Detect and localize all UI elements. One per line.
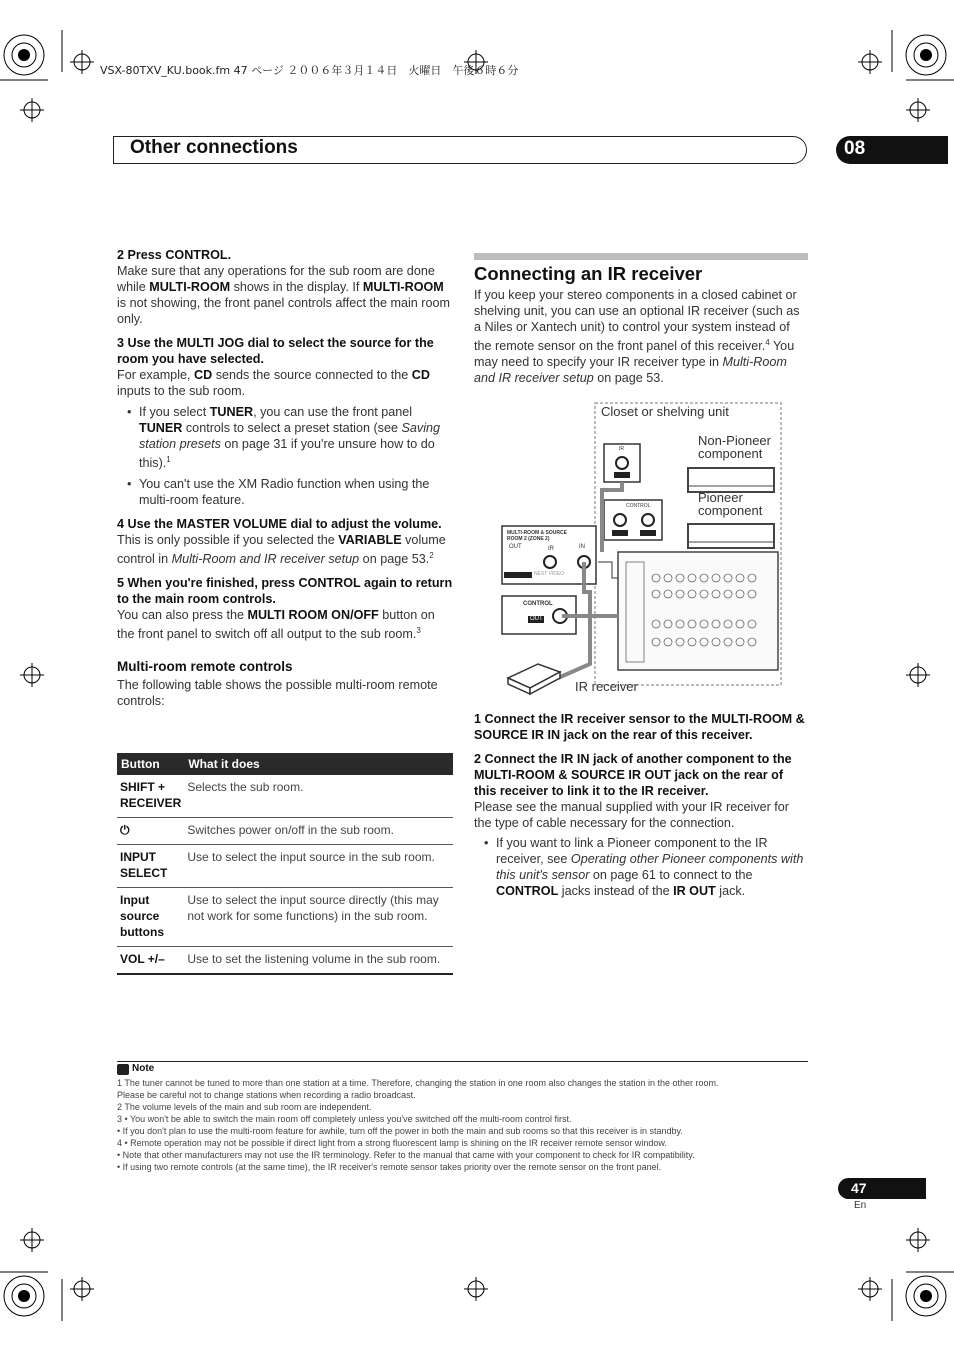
text: on page 53.	[593, 371, 664, 386]
text-bold: MULTI-ROOM	[362, 280, 444, 294]
text: MULTI-ROOM & SOURCE	[507, 530, 567, 536]
table-header: What it does	[184, 753, 453, 775]
control-out-label: OUT	[530, 616, 543, 622]
note-line: 4 • Remote operation may not be possible if direct light from a strong fluorescent lamp is shining on the IR receiver remote sensor window.	[117, 1138, 667, 1148]
step-3-heading: 3 Use the MULTI JOG dial to select the source for the room you have selected.	[117, 336, 434, 366]
step-3-body	[117, 367, 453, 399]
section-title: Other connections	[130, 137, 298, 158]
text: sends the source connected to the	[212, 368, 412, 382]
table-row	[117, 845, 453, 888]
right-step-2-heading: 2 Connect the IR IN jack of another component to the MULTI-ROOM & SOURCE IR OUT jack on the rear of this receiver to link it to the IR receiver.	[474, 752, 792, 798]
table-key	[117, 888, 184, 947]
out-jack-label: OUT	[509, 544, 522, 550]
step-2-heading: 2 Press CONTROL.	[117, 248, 232, 262]
text: controls to select a preset station (see	[182, 421, 402, 435]
text: Pioneer	[698, 490, 743, 505]
table-header-row	[117, 753, 453, 775]
step-5-heading: 5 When you're finished, press CONTROL again to return to the main room controls.	[117, 576, 453, 607]
text: on page 31 if you're unsure how to do this).	[139, 437, 435, 471]
text: If you want to link a Pioneer component to the IR receiver, see	[496, 836, 768, 866]
table-value: Use to select the input source directly (this may not work for some functions) in the sub room.	[184, 888, 453, 947]
text-bold: VARIABLE	[338, 533, 402, 548]
text: button on the front panel to switch off all output to the sub room.	[117, 608, 435, 642]
power-icon: ⏻	[117, 818, 184, 845]
note-line: 3 • You won't be able to switch the main room off completely unless you've switched off the multi-room control first.	[117, 1114, 572, 1124]
text-bold: TUNER	[209, 405, 254, 419]
note-line: Please be careful not to change stations when recording a radio broadcast.	[117, 1090, 416, 1100]
remote-controls-table	[117, 753, 453, 975]
note-line: • If you don't plan to use the multi-room feature for awhile, turn off the power in both the main and sub rooms so that this receiver is in standby.	[117, 1126, 683, 1136]
key-label: source	[120, 909, 160, 923]
table-row	[117, 775, 453, 818]
next-video-label: NEXT VIDEO	[534, 571, 565, 577]
text-italic: Operating other Pioneer components with this unit's sensor	[496, 852, 804, 882]
table-key: VOL +/–	[117, 947, 184, 975]
footnote-ref: 2	[429, 551, 434, 561]
table-key	[117, 845, 184, 888]
text-bold: CONTROL	[496, 884, 559, 898]
table-value: Use to set the listening volume in the sub room.	[184, 947, 453, 975]
heading-rule	[474, 253, 808, 260]
table-key: SHIFT + RECEIVER	[117, 775, 184, 818]
text: is not showing, the front panel controls affect the main room only.	[117, 296, 450, 326]
in-jack-label: IN	[579, 544, 585, 550]
text-bold: IR OUT	[673, 884, 716, 898]
key-label: INPUT	[120, 850, 156, 864]
key-label: SHIFT	[120, 780, 155, 794]
step-4-body	[117, 532, 453, 567]
text-italic: Multi-Room and IR receiver setup	[474, 355, 787, 386]
text-bold: TUNER	[139, 421, 183, 435]
key-label: RECEIVER	[120, 796, 182, 810]
notes-label: Note	[132, 1063, 155, 1074]
text: This is only possible if you selected the	[117, 533, 339, 548]
control-jack-label: CONTROL	[626, 503, 651, 509]
multiroom-label	[507, 530, 567, 542]
print-header: VSX-80TXV_KU.book.fm 47 ページ ２００６年３月１４日 火曜日 午後６時６分	[100, 64, 519, 77]
non-pioneer-label	[698, 434, 771, 460]
text: jack.	[715, 884, 746, 898]
subsection-intro: The following table shows the possible multi-room remote controls:	[117, 677, 438, 708]
footnote-ref: 4	[765, 338, 770, 347]
key-label: SELECT	[120, 866, 168, 880]
key-label: Input	[120, 893, 150, 907]
text: component	[698, 446, 763, 461]
text: volume control in	[117, 533, 446, 567]
left-column	[117, 247, 453, 709]
text: , you can use the front panel	[253, 405, 413, 419]
right-step-2-body: Please see the manual supplied with your IR receiver for the type of cable necessary for the connection.	[474, 800, 790, 830]
chapter-number: 08	[844, 138, 866, 159]
ir-in-jack-label: IR	[548, 546, 554, 552]
table-row	[117, 947, 453, 975]
note-line: • Note that other manufacturers may not use the IR terminology. Refer to the manual that came with your component to check for IR compatibility.	[117, 1150, 695, 1160]
ir-receiver-label: IR receiver	[575, 679, 638, 694]
table-row	[117, 888, 453, 947]
note-line: 2 The volume levels of the main and sub room are independent.	[117, 1102, 372, 1112]
table-row	[117, 818, 453, 845]
footnote-ref: 1	[166, 455, 171, 464]
right-steps	[474, 711, 808, 899]
text: Make sure that any operations for the sub room are done while	[117, 264, 435, 294]
text-bold: CD	[411, 368, 430, 382]
page-number: 47	[851, 1180, 867, 1196]
text: jacks instead of the	[558, 884, 674, 898]
right-step-1-heading: 1 Connect the IR receiver sensor to the MULTI-ROOM & SOURCE IR IN jack on the rear of this receiver.	[474, 712, 805, 742]
text-bold: MULTI ROOM ON/OFF	[247, 608, 379, 623]
control-label: CONTROL	[523, 601, 553, 607]
intro-text	[474, 287, 808, 386]
notes-body	[117, 1077, 807, 1173]
bullet-pioneer-link	[474, 835, 808, 899]
bullet-tuner	[117, 404, 453, 471]
note-icon	[117, 1064, 129, 1075]
text: For example,	[117, 368, 194, 382]
right-intro	[474, 287, 808, 386]
subsection-heading: Multi-room remote controls	[117, 658, 293, 674]
footnote-ref: 3	[416, 626, 421, 636]
text-italic: Multi-Room and IR receiver setup	[171, 552, 360, 567]
bullet-xm: • You can't use the XM Radio function when using the multi-room feature.	[117, 476, 453, 508]
language-code: En	[854, 1200, 867, 1211]
section-heading: Connecting an IR receiver	[474, 263, 703, 284]
text-bold: MULTI-ROOM	[149, 280, 231, 294]
text: You may need to specify your IR receiver type in	[474, 339, 795, 370]
table-header: Button	[117, 753, 184, 775]
text: ROOM 2 (ZONE 2)	[507, 536, 550, 542]
step-2-body	[117, 263, 453, 327]
table-value: Switches power on/off in the sub room.	[184, 818, 453, 845]
text: component	[698, 503, 763, 518]
step-5-body	[117, 607, 453, 642]
text: If you keep your stereo components in a closed cabinet or shelving unit, you can use an optional IR receiver (such as a Niles or Xantech unit) to control your system instead of the remote sensor on the front panel of this receiver.	[474, 288, 800, 354]
closet-label: Closet or shelving unit	[601, 404, 729, 419]
ir-jack-label: IR	[619, 446, 624, 452]
pioneer-label	[698, 491, 762, 517]
table-value: Selects the sub room.	[184, 775, 453, 818]
text: on page 61 to connect to the	[589, 868, 753, 882]
note-line: 1 The tuner cannot be tuned to more than one station at a time. Therefore, changing the station in one room also changes the station in the other room.	[117, 1078, 719, 1088]
text-italic: Saving station presets	[139, 421, 441, 451]
text: Non-Pioneer	[698, 433, 771, 448]
text-bold: CD	[194, 368, 213, 382]
text: on page 53.	[359, 552, 430, 567]
text: If you select	[139, 405, 210, 419]
note-line: • If using two remote controls (at the same time), the IR receiver's remote sensor takes priority over the remote sensor on the front panel.	[117, 1162, 662, 1172]
key-label: buttons	[120, 925, 164, 939]
text: shows in the display. If	[230, 280, 363, 294]
table-value: Use to select the input source in the sub room.	[184, 845, 453, 888]
notes-divider	[117, 1061, 808, 1062]
text: You can also press the	[117, 608, 248, 623]
text: inputs to the sub room.	[117, 384, 246, 398]
step-4-heading: 4 Use the MASTER VOLUME dial to adjust the volume.	[117, 517, 442, 532]
